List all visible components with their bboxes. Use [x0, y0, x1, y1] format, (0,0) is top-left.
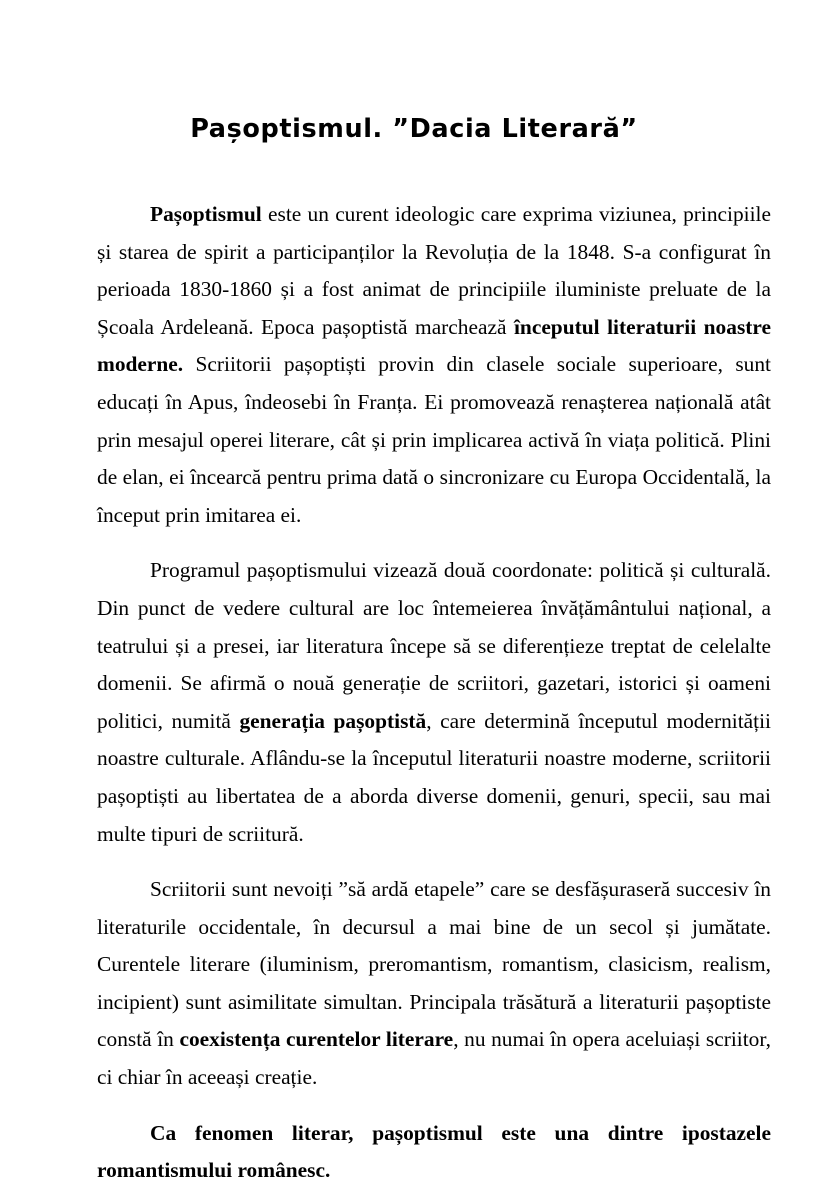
emphasis-text: Ca fenomen literar, pașoptismul este una dintre ipostazele romantismului românesc.	[97, 1120, 771, 1183]
body-text: Scriitorii sunt nevoiți ”să ardă etapele” care se desfășuraseră succesiv în literaturile occidentale, în decursul a mai bine de un secol și jumătate. Curentele literare (iluminism, preromantism, romantism, clasicism, realism, incipient) sunt asimilitate simultan. Principala trăsătură a literaturii pașoptiste constă în	[97, 877, 771, 1052]
document-body	[97, 196, 771, 1190]
body-text: este un curent ideologic care exprima viziunea, principiile și starea de spirit a participanților la Revoluția de la 1848. S-a configurat în perioada 1830-1860 și a fost animat de principiile iluministe preluate de la Școala Ardeleană. Epoca pașoptistă marchează	[97, 202, 771, 339]
body-text: , nu numai în opera aceluiași scriitor, ci chiar în aceeași creație.	[97, 1027, 771, 1090]
body-text: Scriitorii pașoptiști provin din clasele sociale superioare, sunt educați în Apus, îndeosebi în Franța. Ei promovează renașterea națională atât prin mesajul operei literare, cât și prin implicarea activă în viața politică. Plini de elan, ei încearcă pentru prima dată o sincronizare cu Europa Occidentală, la început prin imitarea ei.	[97, 352, 771, 527]
paragraph	[97, 552, 771, 853]
emphasis-text: coexistența curentelor literare	[179, 1027, 454, 1052]
body-text: Programul pașoptismului vizează două coordonate: politică și culturală. Din punct de vedere cultural are loc întemeierea învățământului național, a teatrului și a presei, iar literatura începe să se diferențieze treptat de celelalte domenii. Se afirmă o nouă generație de scriitori, gazetari, istorici și oameni politici, numită	[97, 558, 771, 733]
page-title: Pașoptismul. ”Dacia Literară”	[190, 114, 638, 145]
paragraph-conclusion	[97, 1115, 771, 1190]
paragraph	[97, 196, 771, 534]
paragraph	[97, 871, 771, 1097]
emphasis-text: generația pașoptistă	[239, 708, 427, 733]
emphasis-text: începutul literaturii noastre moderne.	[97, 314, 771, 377]
emphasis-text: Pașoptismul	[150, 202, 262, 226]
body-text: , care determină începutul modernității noastre culturale. Aflându-se la începutul literaturii noastre moderne, scriitorii pașoptiști au libertatea de a aborda diverse domenii, genuri, specii, sau mai multe tipuri de scriitură.	[97, 708, 771, 846]
